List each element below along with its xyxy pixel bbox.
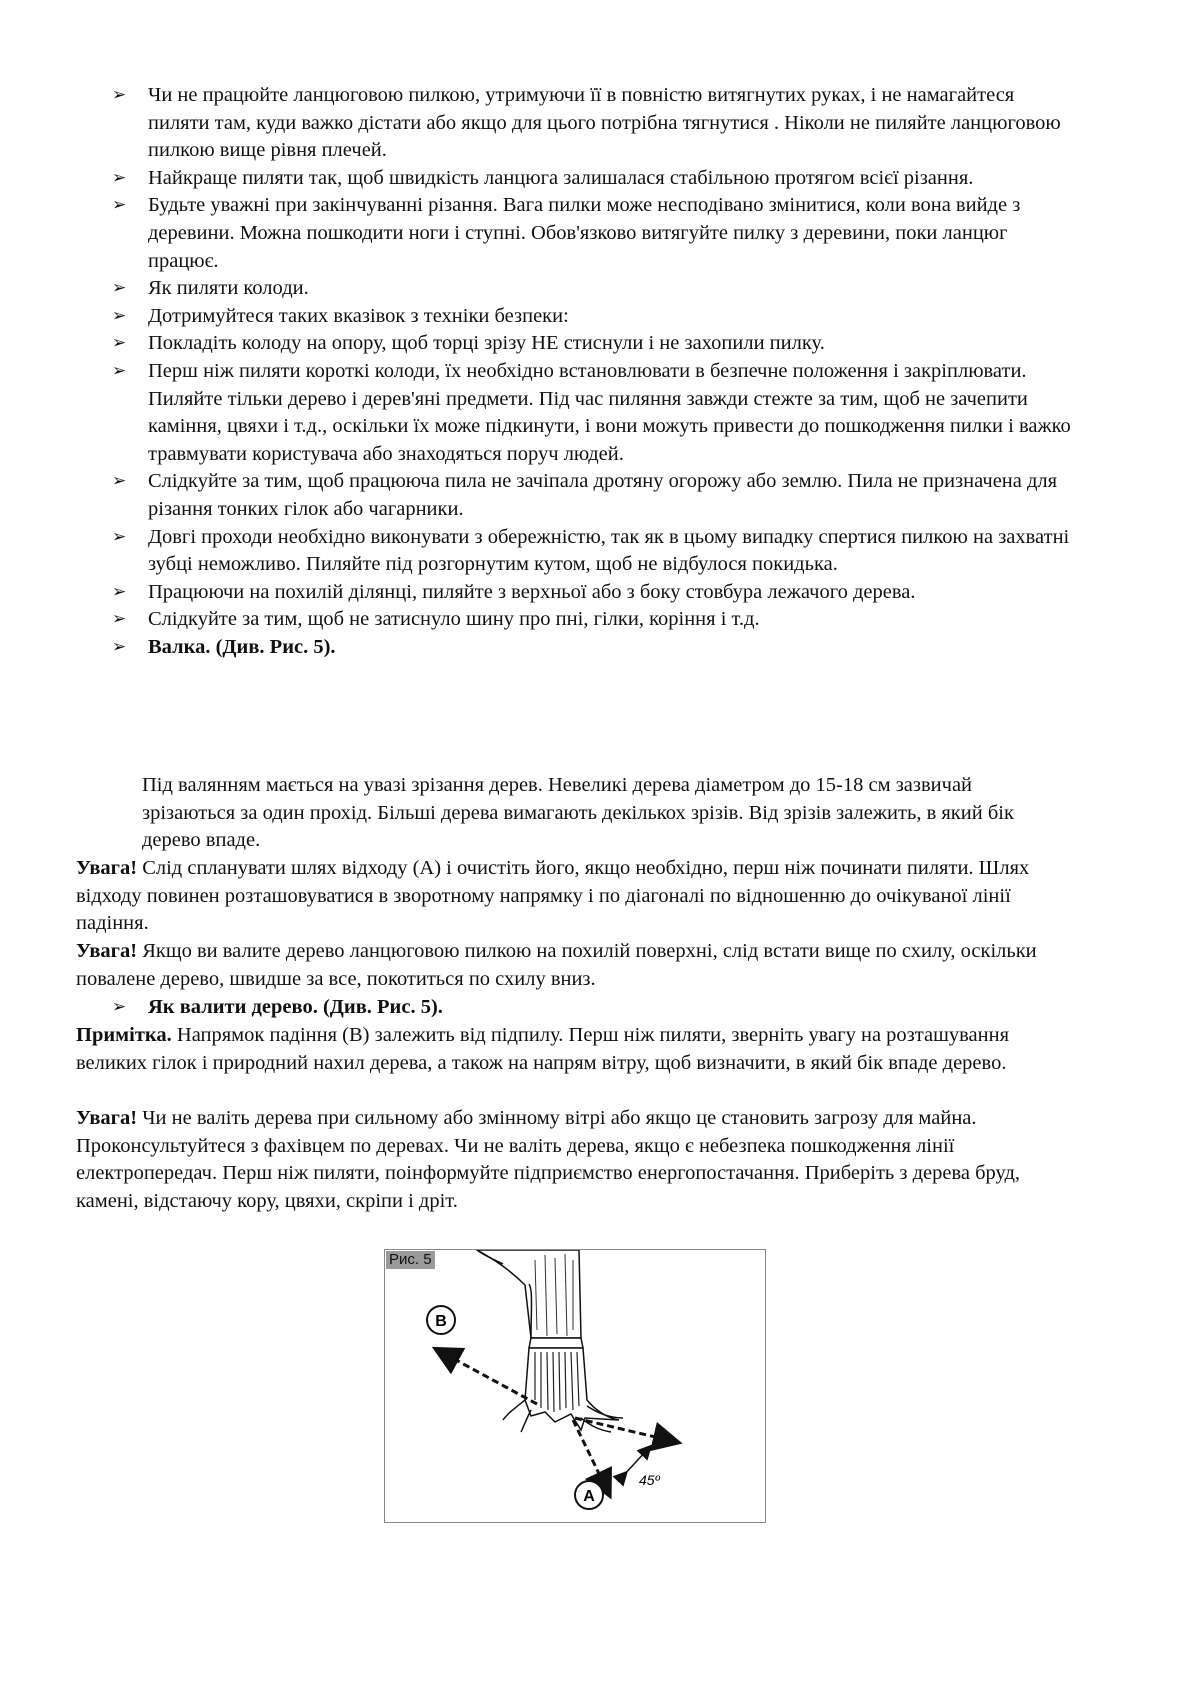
warning-slope xyxy=(76,938,1066,993)
bullet-text: Слідкуйте за тим, щоб не затиснуло шину про пні, гілки, коріння і т.д. xyxy=(148,608,760,631)
safety-bullet-item xyxy=(112,634,1072,662)
bullet-text: Валка. (Див. Рис. 5). xyxy=(148,635,336,658)
marker-b-label: B xyxy=(435,1313,447,1330)
bullet-text: Будьте уважні при закінчуванні різання. Вага пилки може несподівано змінитися, коли вона вийде з деревини. Можна пошкодити ноги і ступні. Обов'язково витягуйте пилку з деревини, поки ланцюг працює. xyxy=(148,194,1021,272)
safety-bullet-item xyxy=(112,524,1072,579)
bullet-arrow-icon: ➢ xyxy=(112,360,127,381)
bullet-arrow-icon: ➢ xyxy=(112,609,127,630)
figure-5 xyxy=(384,1249,766,1523)
warning-label: Увага! xyxy=(76,940,138,962)
bullet-text: Покладіть колоду на опору, щоб торці зрізу НЕ стиснули і не захопили пилку. xyxy=(148,332,825,355)
safety-bullet-item xyxy=(112,358,1072,468)
bullet-arrow-icon: ➢ xyxy=(112,195,127,216)
safety-bullet-item xyxy=(112,192,1072,275)
tree-felling-diagram xyxy=(385,1250,765,1522)
bullet-arrow-icon: ➢ xyxy=(112,581,127,602)
fall-direction-arrow xyxy=(445,1354,537,1404)
warning-label: Увага! xyxy=(76,857,138,879)
how-to-fell-heading: ➢ Як валити дерево. (Див. Рис. 5). xyxy=(112,994,1048,1022)
bullet-arrow-icon: ➢ xyxy=(112,333,127,354)
bullet-arrow-icon: ➢ xyxy=(112,167,127,188)
bullet-arrow-icon: ➢ xyxy=(112,471,127,492)
felling-paragraph: Під валянням мається на увазі зрізання дерев. Невеликі дерева діаметром до 15-18 см зазвичай зрізаються за один прохід. Більші дерева вимагають декількох зрізів. Від зрізів залежить, в який бік дерево впаде. xyxy=(142,774,1014,852)
safety-bullet-item xyxy=(112,82,1072,165)
safety-bullet-item xyxy=(112,468,1072,523)
warning-text: Чи не валіть дерева при сильному або змінному вітрі або якщо це становить загрозу для майна. Проконсультуйтеся з фахівцем по деревах. Чи не валіть дерева, якщо є небезпека пошкодження лінії електропередач. Перш ніж пиляти, поінформуйте підприємство енергопостачання. Приберіть з дерева бруд, камені, відстаючу кору, цвяхи, скріпи і дріт. xyxy=(76,1107,1021,1212)
note-paragraph xyxy=(76,1022,1066,1077)
note-label: Примітка. xyxy=(76,1024,172,1046)
tree-trunk-icon xyxy=(477,1250,623,1432)
angle-label: 45º xyxy=(639,1472,660,1488)
bullet-text: Чи не працюйте ланцюговою пилкою, утримуючи її в повністю витягнутих руках, і не намагайтеся пиляти там, куди важко дістати або якщо для цього потрібна тягнутися . Ніколи не пиляйте ланцюговою пилкою вище рівня плечей. xyxy=(148,84,1061,162)
bullet-arrow-icon: ➢ xyxy=(112,997,127,1017)
safety-bullet-item xyxy=(112,606,1072,634)
bullet-text: Перш ніж пиляти короткі колоди, їх необхідно встановлювати в безпечне положення і закріплювати. Пиляйте тільки дерево і дерев'яні предмети. Під час пиляння завжди стежте за тим, щоб не зачепити каміння, цвяхи і т.д., оскільки їх може підкинути, і вони можуть привести до пошкодження пилки і важко травмувати користувача або знаходяться поруч людей. xyxy=(148,359,1071,465)
bullet-text: Дотримуйтеся таких вказівок з техніки безпеки: xyxy=(148,304,569,327)
safety-bullet-item xyxy=(112,579,1072,607)
bullet-text: Слідкуйте за тим, щоб працююча пила не зачіпала дротяну огорожу або землю. Пила не призначена для різання тонких гілок або чагарники. xyxy=(148,470,1058,520)
bullet-arrow-icon: ➢ xyxy=(112,85,127,105)
note-text: Напрямок падіння (В) залежить від підпилу. Перш ніж пиляти, зверніть увагу на розташування великих гілок і природний нахил дерева, а також на напрям вітру, щоб визначити, в який бік впаде дерево. xyxy=(76,1024,1010,1074)
bullet-arrow-icon: ➢ xyxy=(112,305,127,326)
bullet-arrow-icon: ➢ xyxy=(112,278,127,299)
safety-bullet-item xyxy=(112,330,1072,358)
bullet-text: Працюючи на похилій ділянці, пиляйте з верхньої або з боку стовбура лежачого дерева. xyxy=(148,580,916,603)
safety-bullet-list xyxy=(112,82,1072,661)
safety-bullet-item xyxy=(112,165,1072,193)
warning-label: Увага! xyxy=(76,1107,138,1129)
safety-bullet-item xyxy=(112,303,1072,331)
marker-a-label: A xyxy=(583,1488,595,1505)
bullet-text: Довгі проходи необхідно виконувати з обережністю, так як в цьому випадку спертися пилкою на захватні зубці неможливо. Пиляйте під розгорнутим кутом, щоб не відбулося покидька. xyxy=(148,525,1070,576)
bullet-arrow-icon: ➢ xyxy=(112,526,127,547)
figure-label: Рис. 5 xyxy=(386,1251,435,1269)
retreat-path-arrow xyxy=(575,1418,668,1440)
bullet-arrow-icon: ➢ xyxy=(112,636,127,657)
warning-wind xyxy=(76,1105,1066,1215)
safety-bullet-item xyxy=(112,275,1072,303)
bullet-text: Найкраще пиляти так, щоб швидкість ланцюга залишалася стабільною протягом всієї різання. xyxy=(148,166,974,189)
warning-text: Якщо ви валите дерево ланцюговою пилкою на похилій поверхні, слід встати вище по схилу, оскільки повалене дерево, швидше за все, покотиться по схилу вниз. xyxy=(76,940,1037,990)
bullet-text: Як пиляти колоди. xyxy=(148,277,309,300)
warning-text: Слід спланувати шлях відходу (А) і очистіть його, якщо необхідно, перш ніж починати пиляти. Шлях відходу повинен розташовуватися в зворотному напрямку і по діагоналі по відношенню до очікуваної лінії падіння. xyxy=(76,857,1030,935)
warning-retreat-path xyxy=(76,855,1066,938)
